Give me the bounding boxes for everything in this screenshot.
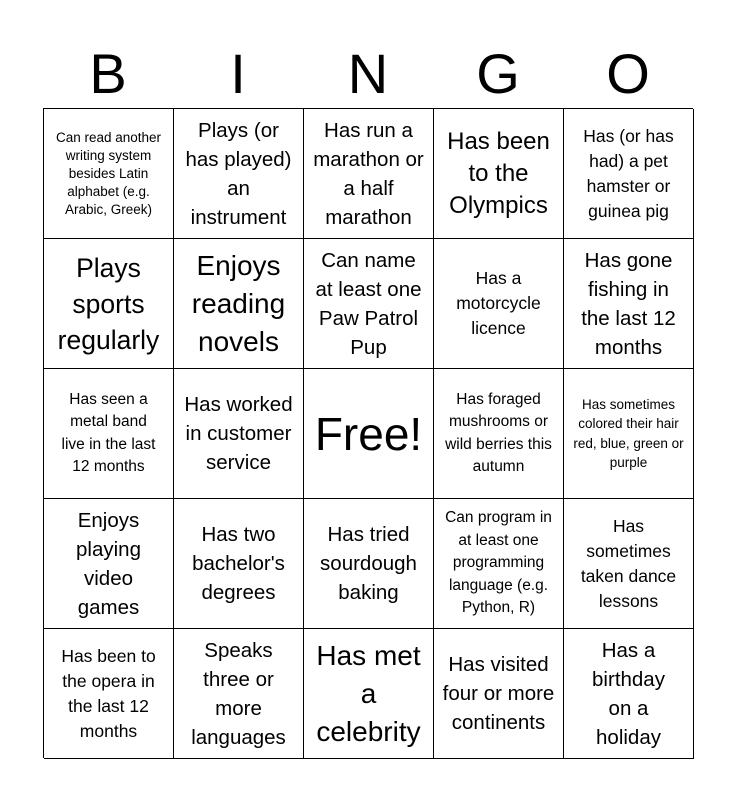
- cell-text: Can program in at least one programming language (e.g. Python, R): [445, 509, 552, 617]
- cell-text: Plays sports regularly: [57, 252, 160, 355]
- cell-text: Has met a celebrity: [316, 639, 421, 747]
- bingo-cell-b5[interactable]: [44, 629, 174, 759]
- bingo-cell-o1[interactable]: [564, 109, 694, 239]
- header-letter-n: N: [347, 42, 389, 105]
- cell-text: Plays (or has played) an instrument: [185, 118, 292, 229]
- cell-text: Enjoys playing video games: [76, 508, 141, 619]
- cell-text: Has sometimes taken dance lessons: [580, 515, 677, 611]
- bingo-cell-o4[interactable]: [564, 499, 694, 629]
- bingo-cell-o2[interactable]: [564, 239, 694, 369]
- cell-text: Can name at least one Paw Patrol Pup: [315, 248, 422, 359]
- cell-text: Has worked in customer service: [184, 393, 293, 474]
- bingo-cell-o5[interactable]: [564, 629, 694, 759]
- cell-text: Enjoys reading novels: [191, 249, 286, 357]
- header-letter-o: O: [606, 42, 650, 105]
- cell-text: Has seen a metal band live in the last 12 months: [61, 390, 156, 475]
- cell-text: Has sometimes colored their hair red, blue, green or purple: [573, 396, 684, 470]
- bingo-cell-g2[interactable]: [434, 239, 564, 369]
- header-letter-b: B: [89, 42, 127, 105]
- cell-text: Has two bachelor's degrees: [192, 523, 285, 604]
- bingo-header: [43, 40, 693, 108]
- cell-text: Has a motorcycle licence: [456, 268, 541, 338]
- cell-text: Has gone fishing in the last 12 months: [581, 248, 676, 359]
- cell-text: Has visited four or more continents: [442, 653, 555, 734]
- bingo-cell-g3[interactable]: [434, 369, 564, 499]
- bingo-cell-n3-free[interactable]: [304, 369, 434, 499]
- cell-text: Has tried sourdough baking: [320, 523, 417, 604]
- cell-text: Speaks three or more languages: [191, 638, 286, 749]
- bingo-cell-i1[interactable]: [174, 109, 304, 239]
- bingo-cell-i2[interactable]: [174, 239, 304, 369]
- bingo-cell-o3[interactable]: [564, 369, 694, 499]
- bingo-cell-n5[interactable]: [304, 629, 434, 759]
- bingo-cell-n1[interactable]: [304, 109, 434, 239]
- header-letter-i: I: [230, 42, 246, 105]
- cell-text: Has foraged mushrooms or wild berries this autumn: [445, 390, 552, 475]
- bingo-cell-g4[interactable]: [434, 499, 564, 629]
- free-space-text: Free!: [314, 407, 423, 460]
- cell-text: Has been to the opera in the last 12 months: [61, 645, 156, 741]
- bingo-card-grid: [43, 108, 693, 758]
- cell-text: Has been to the Olympics: [447, 127, 550, 219]
- bingo-cell-b3[interactable]: [44, 369, 174, 499]
- cell-text: Has (or has had) a pet hamster or guinea pig: [583, 125, 674, 221]
- cell-text: Has run a marathon or a half marathon: [313, 118, 424, 229]
- bingo-cell-n2[interactable]: [304, 239, 434, 369]
- cell-text: Can read another writing system besides Latin alphabet (e.g. Arabic, Greek): [55, 129, 162, 217]
- bingo-cell-b4[interactable]: [44, 499, 174, 629]
- bingo-cell-i5[interactable]: [174, 629, 304, 759]
- header-letter-g: G: [476, 42, 520, 105]
- bingo-cell-g5[interactable]: [434, 629, 564, 759]
- bingo-cell-g1[interactable]: [434, 109, 564, 239]
- bingo-cell-i4[interactable]: [174, 499, 304, 629]
- bingo-cell-b1[interactable]: [44, 109, 174, 239]
- bingo-cell-i3[interactable]: [174, 369, 304, 499]
- cell-text: Has a birthday on a holiday: [592, 638, 665, 749]
- bingo-cell-b2[interactable]: [44, 239, 174, 369]
- bingo-cell-n4[interactable]: [304, 499, 434, 629]
